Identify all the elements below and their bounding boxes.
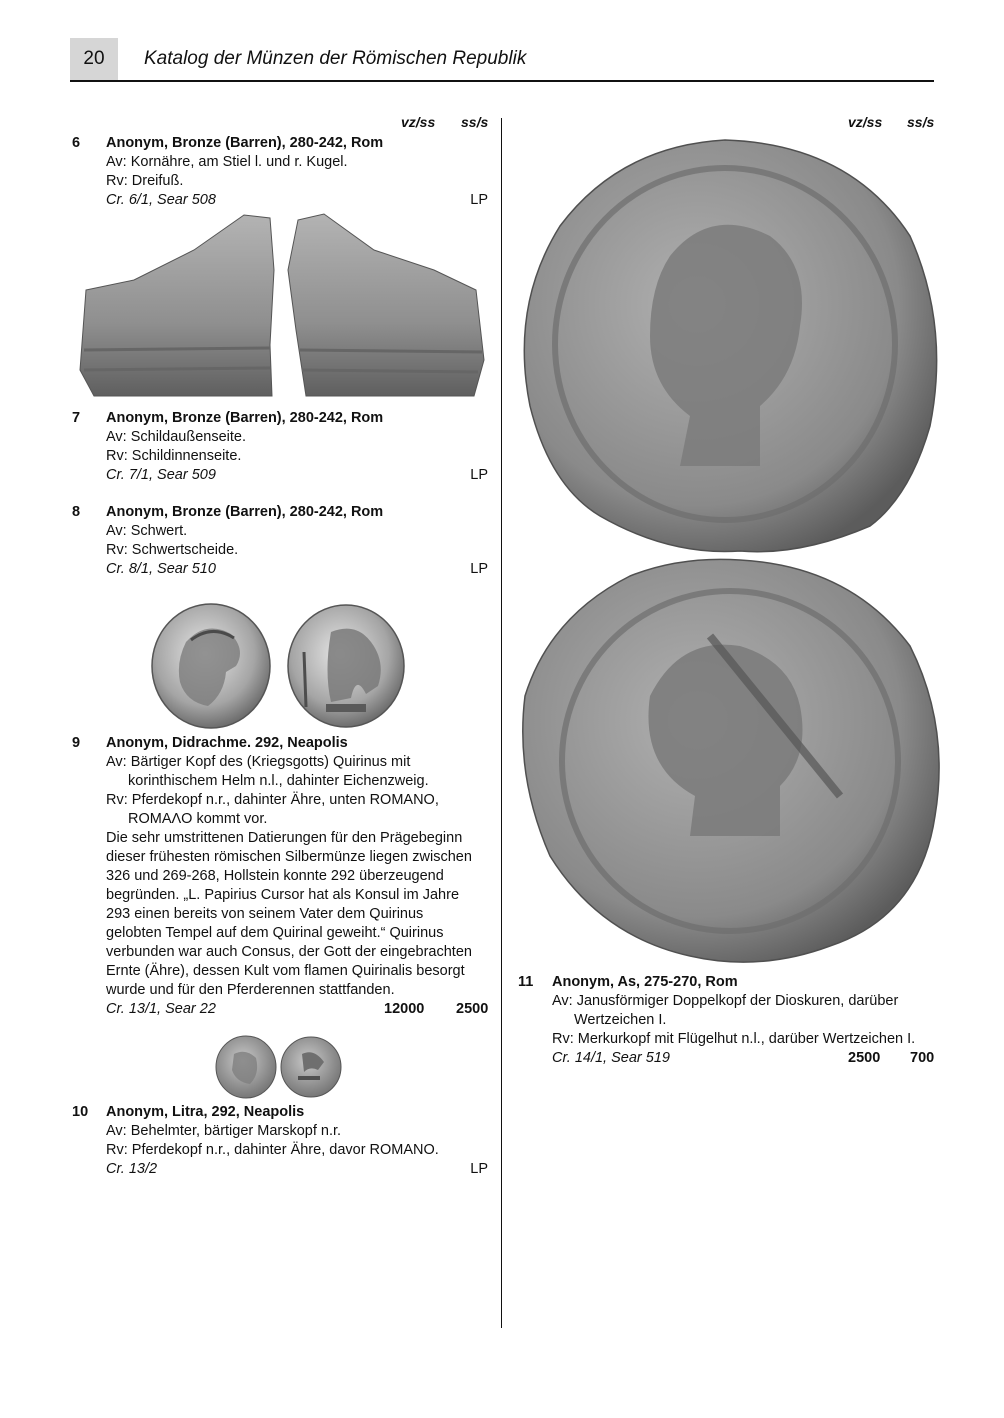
entry-description-line: verbunden war auch Consus, der Gott der eingebrachten [106, 944, 472, 960]
entry-reference: Cr. 7/1, Sear 509 [106, 467, 216, 483]
grade-vz-ss-right: vz/ss [848, 114, 883, 130]
entry-price: LP [470, 192, 488, 208]
entry-price-vz-ss: 2500 [848, 1050, 881, 1066]
entry-price: LP [470, 561, 488, 577]
entry-title: Anonym, Didrachme. 292, Neapolis [106, 735, 348, 751]
grade-ss-s-right: ss/s [907, 114, 935, 130]
entry-reference: Cr. 14/1, Sear 519 [552, 1050, 670, 1066]
entry-reverse: Rv: Pferdekopf n.r., dahinter Ähre, davor ROMANO. [106, 1142, 439, 1158]
entry-title: Anonym, As, 275-270, Rom [552, 974, 738, 990]
entry-number: 11 [518, 974, 534, 990]
as-reverse-coin [523, 559, 939, 962]
litra-reverse-coin [281, 1037, 341, 1097]
entry-obverse: Av: Janusförmiger Doppelkopf der Dioskuren, darüber [552, 993, 899, 1009]
entry-description-line: 293 einen bereits von seinem Vater dem Quirinus [106, 906, 424, 922]
entry-reverse: Rv: Dreifuß. [106, 173, 184, 189]
entry-price-ss-s: 700 [910, 1050, 935, 1066]
entry-reference: Cr. 13/1, Sear 22 [106, 1001, 216, 1017]
entry-obverse: Av: Schwert. [106, 523, 188, 539]
catalog-entry-6 [72, 134, 488, 210]
entry-obverse: Av: Kornähre, am Stiel l. und r. Kugel. [106, 154, 348, 170]
bronze-bar-image [74, 210, 490, 406]
entry-reverse: Rv: Schwertscheide. [106, 542, 239, 558]
entry-price: LP [470, 467, 488, 483]
entry-price-ss-s: 2500 [456, 1001, 489, 1017]
grade-vz-ss-left: vz/ss [401, 114, 436, 130]
catalog-entry-7 [72, 409, 488, 485]
entry-number: 9 [72, 735, 81, 751]
entry-obverse: Av: Behelmter, bärtiger Marskopf n.r. [106, 1123, 342, 1139]
entry-description-line: Ernte (Ähre), dessen Kult vom flamen Quirinalis besorgt [106, 963, 465, 979]
entry-description-line: begründen. „L. Papirius Cursor hat als Konsul im Jahre [106, 887, 460, 903]
entry-title: Anonym, Litra, 292, Neapolis [106, 1104, 305, 1120]
didrachm-reverse-coin [288, 605, 404, 727]
catalog-entry-11 [518, 973, 934, 1069]
entry-reference: Cr. 13/2 [106, 1161, 158, 1177]
column-divider [501, 118, 502, 1328]
entry-description-line: gelobten Tempel auf dem Quirinal geweiht.“ Quirinus [106, 925, 444, 941]
page-number: 20 [83, 48, 105, 69]
entry-price-vz-ss: 12000 [384, 1001, 425, 1017]
entry-description-line: Die sehr umstrittenen Datierungen für den Prägebeginn [106, 830, 463, 846]
entry-number: 10 [72, 1104, 89, 1120]
page-title: Katalog der Münzen der Römischen Republik [144, 48, 527, 69]
entry-obverse-continued: korinthischem Helm n.l., dahinter Eichenzweig. [128, 773, 429, 789]
entry-title: Anonym, Bronze (Barren), 280-242, Rom [106, 410, 384, 426]
entry-reverse: Rv: Pferdekopf n.r., dahinter Ähre, unten ROMANO, [106, 792, 439, 808]
entry-description-line: 326 und 269-268, Hollstein konnte 292 überzeugend [106, 868, 444, 884]
didrachm-obverse-coin [152, 604, 270, 728]
entry-description-line: dieser frühesten römischen Silbermünze liegen zwischen [106, 849, 472, 865]
catalog-entry-9 [72, 734, 489, 1017]
catalog-entry-10 [72, 1103, 488, 1179]
entry-obverse-continued: Wertzeichen I. [574, 1012, 667, 1028]
entry-price: LP [470, 1161, 488, 1177]
catalog-entry-8 [72, 503, 488, 579]
didrachm-images [146, 602, 416, 730]
header-rule [70, 80, 934, 82]
entry-number: 7 [72, 410, 81, 426]
entry-description-line: wurde und für den Pferderennen stattfanden. [106, 982, 395, 998]
entry-reverse: Rv: Merkurkopf mit Flügelhut n.l., darüber Wertzeichen I. [552, 1031, 916, 1047]
entry-reverse-continued: ROMAΛO kommt vor. [128, 811, 268, 827]
entry-obverse: Av: Bärtiger Kopf des (Kriegsgotts) Quirinus mit [106, 754, 411, 770]
entry-number: 8 [72, 504, 81, 520]
entry-title: Anonym, Bronze (Barren), 280-242, Rom [106, 135, 384, 151]
entry-reverse: Rv: Schildinnenseite. [106, 448, 242, 464]
grade-ss-s-left: ss/s [461, 114, 489, 130]
litra-obverse-coin [216, 1036, 276, 1098]
entry-number: 6 [72, 135, 81, 151]
as-obverse-coin [524, 140, 936, 552]
as-coin-images [510, 136, 950, 972]
entry-obverse: Av: Schildaußenseite. [106, 429, 246, 445]
litra-images [214, 1034, 344, 1100]
entry-reference: Cr. 6/1, Sear 508 [106, 192, 216, 208]
entry-title: Anonym, Bronze (Barren), 280-242, Rom [106, 504, 384, 520]
entry-reference: Cr. 8/1, Sear 510 [106, 561, 216, 577]
